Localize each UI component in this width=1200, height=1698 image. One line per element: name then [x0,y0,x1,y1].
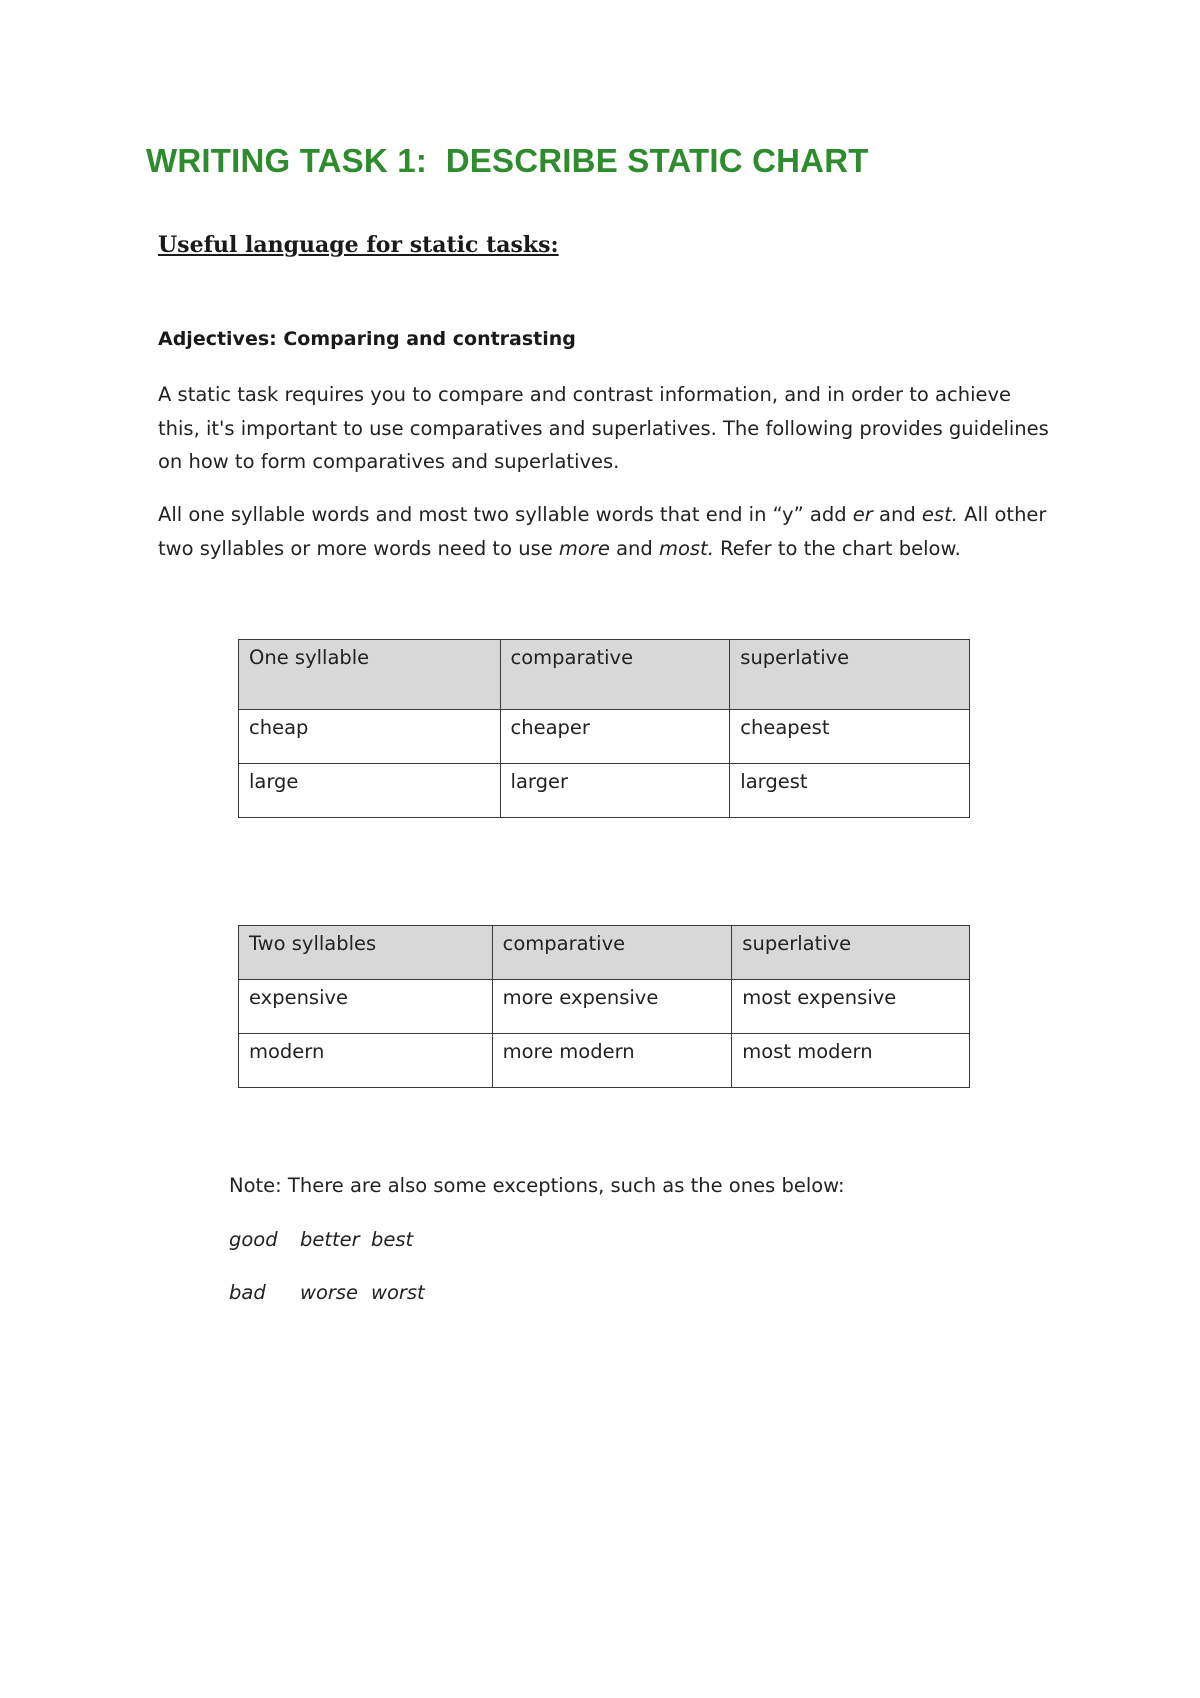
rule-text-5: Refer to the chart below. [713,536,961,560]
exception-word: best [371,1228,414,1251]
section-heading: Adjectives: Comparing and contrasting [158,328,576,350]
exception-word: worst [371,1281,425,1304]
table-row [239,980,970,1034]
table-header-row [239,926,970,980]
header-cell: comparative [492,926,732,980]
rule-most: most. [658,536,714,560]
table-cell: larger [500,764,730,818]
table-cell: modern [239,1034,493,1088]
table-cell: most expensive [732,980,970,1034]
table-cell: most modern [732,1034,970,1088]
table-row [239,1034,970,1088]
header-cell: Two syllables [239,926,493,980]
rule-paragraph [158,498,1058,565]
table-cell: largest [730,764,970,818]
page-title: WRITING TASK 1: DESCRIBE STATIC CHART [146,142,869,179]
rule-er: er [852,503,873,526]
rule-text-4: and [609,536,659,560]
exception-word: worse [300,1281,359,1304]
header-cell: superlative [732,926,970,980]
table-cell: cheap [239,710,501,764]
rule-text-2: and [872,503,922,526]
two-syllable-table [238,925,970,1088]
table-cell: cheapest [730,710,970,764]
rule-more: more [558,536,610,560]
rule-text-3: All other two syllables or more words need to use [158,503,1047,560]
rule-est: est. [921,503,958,526]
exception-word: better [300,1228,360,1251]
rule-text-1: All one syllable words and most two syllable words that end in “y” add [158,503,853,526]
table-row [239,764,970,818]
exception-word: bad [229,1281,266,1304]
table-row [239,710,970,764]
header-cell: comparative [500,640,730,710]
table-cell: cheaper [500,710,730,764]
exceptions-note: Note: There are also some exceptions, such as the ones below: [229,1174,845,1197]
header-cell: superlative [730,640,970,710]
intro-paragraph: A static task requires you to compare and contrast information, and in order to achieve this, it's important to use comparatives and superlatives. The following provides guidelines on how to form comparatives and superlatives. [158,383,1049,473]
table-cell: large [239,764,501,818]
exception-word: good [229,1228,278,1251]
one-syllable-table [238,639,970,818]
subtitle: Useful language for static tasks: [158,232,559,258]
table-cell: more expensive [492,980,732,1034]
table-cell: more modern [492,1034,732,1088]
table-cell: expensive [239,980,493,1034]
table-header-row [239,640,970,710]
header-cell: One syllable [239,640,501,710]
